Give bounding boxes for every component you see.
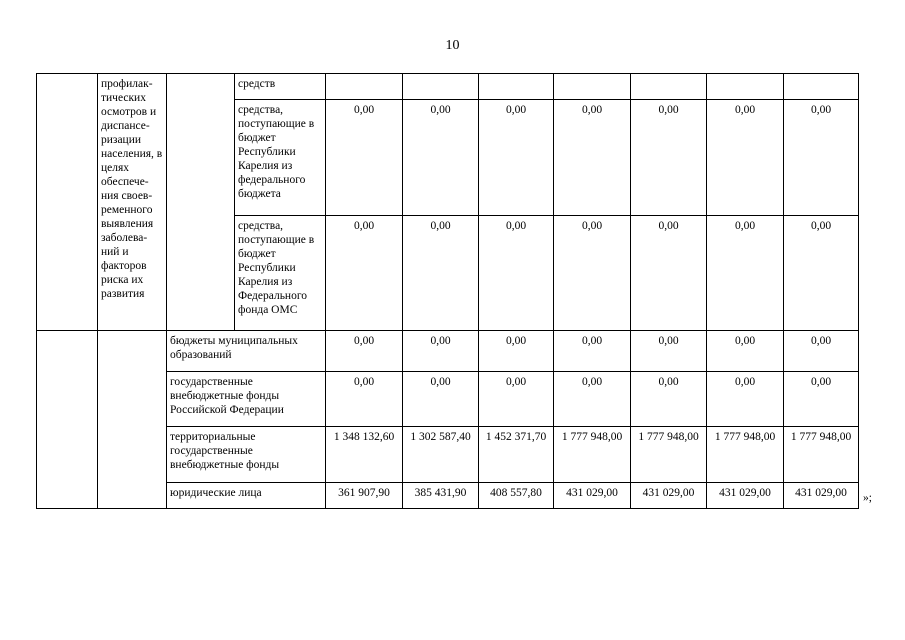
value-cell: 0,00 bbox=[631, 216, 707, 331]
value-cell bbox=[554, 74, 631, 100]
value-cell: 1 777 948,00 bbox=[707, 427, 784, 483]
value-cell: 0,00 bbox=[403, 331, 479, 372]
value-cell: 0,00 bbox=[707, 216, 784, 331]
value-cell: 0,00 bbox=[554, 100, 631, 216]
source-cell: средства, поступающие в бюджет Республики Карелия из Федерального фонда ОМС bbox=[235, 216, 326, 331]
value-cell: 1 777 948,00 bbox=[631, 427, 707, 483]
table-row bbox=[37, 331, 859, 372]
source-cell: территориальные государственные внебюджетные фонды bbox=[167, 427, 326, 483]
value-cell: 0,00 bbox=[631, 100, 707, 216]
value-cell: 0,00 bbox=[554, 331, 631, 372]
value-cell: 431 029,00 bbox=[707, 483, 784, 509]
value-cell: 0,00 bbox=[707, 331, 784, 372]
budget-table bbox=[36, 73, 859, 509]
source-cell: средства, поступающие в бюджет Республики Карелия из федерального бюджета bbox=[235, 100, 326, 216]
page-number: 10 bbox=[445, 38, 460, 53]
source-cell: государственные внебюджетные фонды Российской Федерации bbox=[167, 372, 326, 427]
value-cell bbox=[326, 74, 403, 100]
empty-cell bbox=[37, 74, 98, 331]
value-cell: 0,00 bbox=[403, 100, 479, 216]
closing-quote-mark: »; bbox=[863, 492, 872, 504]
value-cell: 0,00 bbox=[403, 216, 479, 331]
value-cell: 0,00 bbox=[326, 100, 403, 216]
value-cell: 0,00 bbox=[631, 372, 707, 427]
value-cell: 0,00 bbox=[784, 331, 859, 372]
table-row bbox=[37, 74, 859, 100]
value-cell: 0,00 bbox=[479, 216, 554, 331]
value-cell: 0,00 bbox=[479, 100, 554, 216]
value-cell: 408 557,80 bbox=[479, 483, 554, 509]
source-cell: средств bbox=[235, 74, 326, 100]
value-cell: 0,00 bbox=[784, 100, 859, 216]
value-cell bbox=[479, 74, 554, 100]
value-cell: 1 452 371,70 bbox=[479, 427, 554, 483]
value-cell: 431 029,00 bbox=[784, 483, 859, 509]
value-cell: 0,00 bbox=[784, 216, 859, 331]
value-cell bbox=[784, 74, 859, 100]
value-cell: 431 029,00 bbox=[554, 483, 631, 509]
value-cell: 0,00 bbox=[707, 100, 784, 216]
source-cell: бюджеты муниципальных образований bbox=[167, 331, 326, 372]
value-cell: 1 302 587,40 bbox=[403, 427, 479, 483]
value-cell bbox=[707, 74, 784, 100]
value-cell: 1 348 132,60 bbox=[326, 427, 403, 483]
value-cell: 0,00 bbox=[554, 216, 631, 331]
value-cell: 1 777 948,00 bbox=[784, 427, 859, 483]
value-cell: 385 431,90 bbox=[403, 483, 479, 509]
value-cell bbox=[631, 74, 707, 100]
value-cell: 0,00 bbox=[326, 216, 403, 331]
empty-cell bbox=[167, 74, 235, 331]
source-cell: юридические лица bbox=[167, 483, 326, 509]
value-cell: 361 907,90 bbox=[326, 483, 403, 509]
value-cell bbox=[403, 74, 479, 100]
measure-name-cell: профилак-тических осмотров и диспансе-ризации населения, в целях обеспече-ния своев-ременного выявления заболева-ний и факторов риска их развития bbox=[98, 74, 167, 331]
value-cell: 0,00 bbox=[707, 372, 784, 427]
value-cell: 0,00 bbox=[479, 372, 554, 427]
value-cell: 0,00 bbox=[403, 372, 479, 427]
empty-cell bbox=[37, 331, 98, 509]
value-cell: 0,00 bbox=[326, 372, 403, 427]
value-cell: 0,00 bbox=[326, 331, 403, 372]
value-cell: 1 777 948,00 bbox=[554, 427, 631, 483]
value-cell: 0,00 bbox=[479, 331, 554, 372]
empty-cell bbox=[98, 331, 167, 509]
value-cell: 0,00 bbox=[554, 372, 631, 427]
value-cell: 0,00 bbox=[784, 372, 859, 427]
value-cell: 431 029,00 bbox=[631, 483, 707, 509]
value-cell: 0,00 bbox=[631, 331, 707, 372]
